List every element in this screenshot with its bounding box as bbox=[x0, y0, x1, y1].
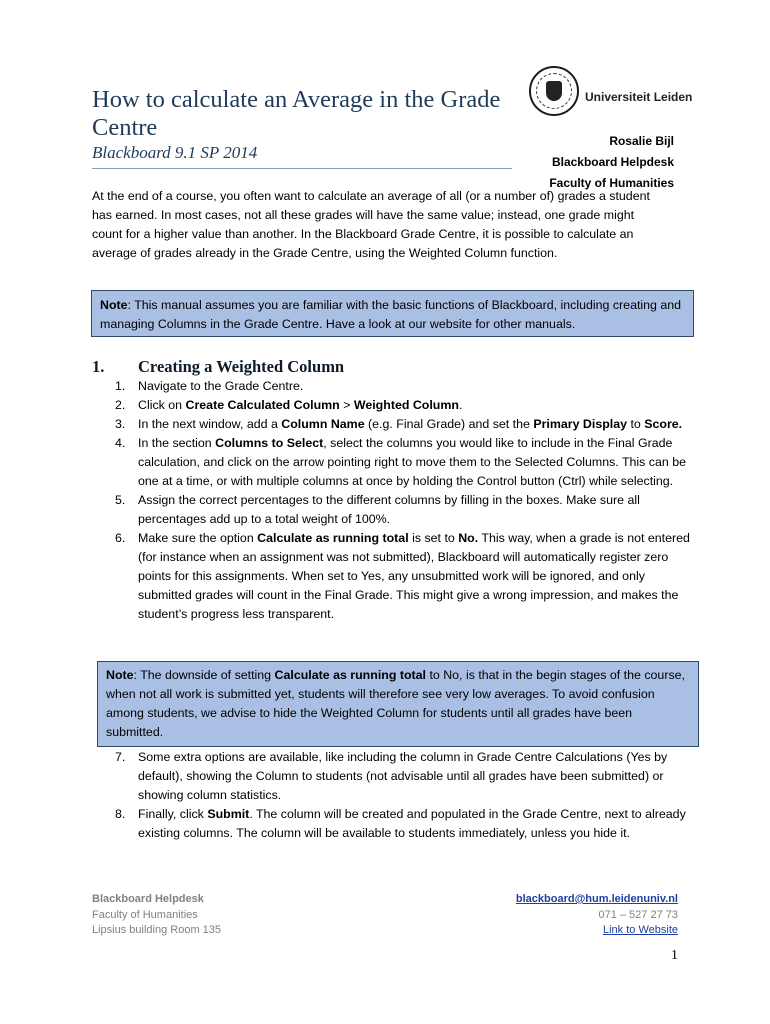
step-text: Assign the correct percentages to the different columns by filling in the boxes. Make sure all percentages add up to a total weight of 100%. bbox=[138, 493, 640, 526]
logo-text: Universiteit Leiden bbox=[585, 90, 693, 104]
step-text: In the section bbox=[138, 436, 216, 450]
email-link[interactable]: blackboard@hum.leidenuniv.nl bbox=[515, 893, 678, 905]
author-faculty: Faculty of Humanities bbox=[549, 176, 674, 190]
footer-faculty: Faculty of Humanities bbox=[92, 908, 198, 921]
note-label: Note bbox=[100, 298, 128, 312]
list-item bbox=[92, 529, 692, 624]
step-text: This way, when a grade is not entered (for instance when an assignment was not submitted), Blackboard will automatically register zero points for this assignments. When set to Yes, any unsubmitted work will be ignored, and only submitted grades will count in the Final Grade. This might give a wrong impression, and makes the student’s progress less transparent. bbox=[138, 531, 690, 621]
step-number: 2. bbox=[115, 398, 126, 412]
step-bold-text: Column Name bbox=[281, 417, 365, 431]
step-bold-text: Primary Display bbox=[533, 417, 628, 431]
step-bold-text: Submit bbox=[207, 807, 250, 821]
document-subtitle: Blackboard 9.1 SP 2014 bbox=[92, 143, 258, 162]
step-number: 7. bbox=[115, 750, 126, 764]
page-number: 1 bbox=[671, 948, 678, 963]
step-text: Click on bbox=[138, 398, 186, 412]
step-number: 1. bbox=[115, 379, 126, 393]
step-text: > bbox=[339, 398, 354, 412]
footer-helpdesk: Blackboard Helpdesk bbox=[92, 893, 204, 905]
note-box bbox=[91, 290, 694, 337]
author-name: Rosalie Bijl bbox=[609, 134, 674, 148]
step-text: (e.g. Final Grade) and set the bbox=[364, 417, 534, 431]
list-item bbox=[92, 805, 692, 843]
step-text: , select the columns you would like to include in the Final Grade calculation, and click on the arrow pointing right to move them to the Selected Columns. This can be one at a time, or with multiple columns at once by holding the Control button (Ctrl) while selecting. bbox=[138, 436, 687, 488]
phone-number: 071 – 527 27 73 bbox=[598, 908, 678, 921]
intro-paragraph: At the end of a course, you often want to calculate an average of all (or a number of) grades a student has earned. In most cases, not all these grades will have the same value; instead, one grade might count for a higher value than another. In the Blackboard Grade Centre, it is possible to calculate an average of grades already in the Grade Centre, using the Weighted Column function. bbox=[92, 189, 650, 260]
section-heading: Creating a Weighted Column bbox=[138, 357, 345, 376]
note-bold-text: Calculate as running total bbox=[274, 668, 426, 682]
step-bold-text: Calculate as running total bbox=[257, 531, 409, 545]
step-text: Navigate to the Grade Centre. bbox=[138, 379, 304, 393]
step-bold-text: Weighted Column bbox=[353, 398, 459, 412]
step-text: Finally, click bbox=[138, 807, 208, 821]
step-text: . The column will be created and populated in the Grade Centre, next to already existing columns. The column will be available to students immediately, unless you hide it. bbox=[138, 807, 686, 840]
step-text: . bbox=[458, 398, 463, 412]
document-title: How to calculate an Average in the Grade Centre bbox=[92, 86, 501, 141]
website-link[interactable]: Link to Website bbox=[602, 924, 678, 936]
steps-list bbox=[92, 377, 692, 624]
steps-list bbox=[92, 748, 692, 843]
note-text: to No, is that in the begin stages of the course, when not all work is submitted yet, students will therefore see very low averages. To avoid confusion among students, we advise to hide the Weighted Column for students until all grades have been submitted. bbox=[106, 668, 685, 739]
list-item bbox=[92, 396, 692, 415]
note-text: : The downside of setting bbox=[133, 668, 275, 682]
list-item bbox=[92, 434, 692, 491]
step-bold-text: Score. bbox=[644, 417, 683, 431]
step-number: 8. bbox=[115, 807, 126, 821]
footer-address bbox=[92, 892, 221, 939]
footer-location: Lipsius building Room 135 bbox=[92, 924, 222, 936]
step-text: Some extra options are available, like including the column in Grade Centre Calculations (Yes by default), showing the Column to students (not advisable until all grades have been submitted) or showing column statistics. bbox=[138, 750, 668, 802]
note-label: Note bbox=[106, 668, 134, 682]
footer-contact bbox=[516, 892, 678, 939]
note-box bbox=[97, 661, 699, 747]
list-item bbox=[92, 491, 692, 529]
university-logo bbox=[529, 66, 693, 126]
step-number: 5. bbox=[115, 493, 126, 507]
step-number: 6. bbox=[115, 531, 126, 545]
step-number: 3. bbox=[115, 417, 126, 431]
list-item bbox=[92, 377, 692, 396]
step-bold-text: Columns to Select bbox=[215, 436, 324, 450]
author-block bbox=[549, 131, 674, 194]
university-seal-icon bbox=[529, 66, 579, 116]
step-bold-text: Create Calculated Column bbox=[185, 398, 340, 412]
author-department: Blackboard Helpdesk bbox=[551, 155, 674, 169]
step-text: is set to bbox=[408, 531, 459, 545]
step-text: In the next window, add a bbox=[138, 417, 282, 431]
title-divider bbox=[92, 168, 512, 169]
list-item bbox=[92, 415, 692, 434]
list-item bbox=[92, 748, 692, 805]
step-number: 4. bbox=[115, 436, 126, 450]
note-text: : This manual assumes you are familiar with the basic functions of Blackboard, including creating and managing Columns in the Grade Centre. Have a look at our website for other manuals. bbox=[100, 298, 682, 331]
step-text: Make sure the option bbox=[138, 531, 258, 545]
step-bold-text: No. bbox=[458, 531, 479, 545]
section-number: 1. bbox=[92, 357, 105, 376]
step-text: to bbox=[627, 417, 645, 431]
